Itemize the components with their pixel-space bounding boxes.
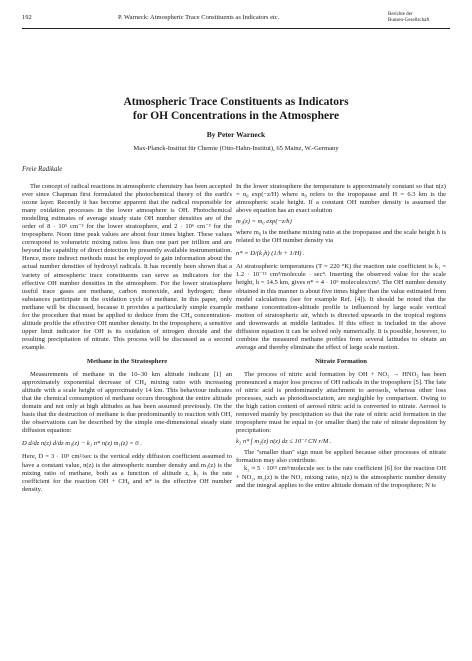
running-title: P. Warneck: Atmospheric Trace Constituents as Indicators etc. [118, 14, 280, 21]
right-column [236, 183, 446, 490]
running-header [22, 12, 450, 26]
nitrate-paragraph: The process of nitric acid formation by OH + NO₂ → HNO₃ has been pronounced a major loss process of OH radicals in the troposphere [5]. The fate of nitric acid is predominantly attachment to aerosols, whereas other loss processes, such as photodissociation, are negligible by comparison. Owing to the high cation content of aerosol nitric acid is converted to nitrate. Aerosol is removed mainly by precipitation so that the rate of nitric acid formation in the troposphere must be equal to (or smaller than) the rate of nitrate deposition by precipitation: [236, 370, 446, 435]
journal-line-2: Bunsen-Gesellschaft [388, 17, 430, 23]
page-number: 192 [22, 14, 32, 21]
author: By Peter Warneck [206, 130, 266, 139]
methane-paragraph: Measurements of methane in the 10–30 km altitude indicate [1] an approximately exponential decrease of CH₄ mixing ratio with increasing altitude with a scale height of approximately 14 km. This behaviour indicates that the chemical consumption of methane occurs throughout the entire altitude domain and not only at high altitudes as has been assumed previously. On the basis that the destruction of methane is due predominantly to reaction with OH, the observations can be described by the simple one-dimensional steady state diffusion equation: [22, 371, 232, 435]
article-title [40, 96, 432, 123]
section-heading-nitrate: Nitrate Formation [315, 357, 367, 365]
smaller-than-paragraph: The "smaller than" sign must be applied because other processes of nitrate formation may also contribute. [236, 449, 446, 465]
affiliation: Max-Planck-Institut für Chemie (Otto-Hahn-Institut), 65 Mainz, W.-Germany [133, 145, 339, 152]
section-heading-methane: Methane in the Stratosphere [86, 357, 168, 365]
title-line-1: Atmospheric Trace Constituents as Indicators [123, 96, 349, 108]
equation-solution: m₁(z) = m₀ exp(−z/h) [236, 218, 292, 226]
journal-line-1: Berichte der [388, 12, 413, 17]
equation-diffusion: D d/dz n(z) d/dz m₁(z) − k₁ n* n(z) m₁(z) = 0 . [22, 440, 142, 448]
equation-nitrate: k₂ n* ∫ m₂(z) n(z) dz ≤ 10⁻² CN r/M . [236, 438, 332, 446]
journal-name [388, 12, 450, 23]
definitions-paragraph: Here, D = 3 · 10⁵ cm²/sec is the vertical eddy diffusion coefficient assumed to have a constant value, n(z) is the atmospheric number density and m₁(z) is the mixing ratio of methane, both as a function of altitude z, k₁ is the rate coefficient for the reaction OH + CH₄ and n* is the effective OH number density. [22, 453, 232, 493]
results-paragraph: At stratospheric temperatures (T = 220 °K) the reaction rate coefficient is k₁ = 1.2 · 10⁻¹⁵ cm³/molecule · sec⁴. Inserting the observed value for the scale height, h = 14.5 km, gives n* = 4 · 10⁶ molecules/cm³. The OH number density obtained in this manner is about five times higher than the value estimated from model calculations (see for example Ref. [4]). It should be noted that the methane concentration-altitude profile is influenced by large scale vertical motion of stratospheric air, which is directed upwards in the tropical regions and downwards at middle latitudes. If this effect is included in the above diffusion equation it can be solved only numerically. It is possible, however, to combine the measured methane profiles from several latitudes to obtain an average and thereby eliminate the effect of large scale motion. [236, 263, 446, 351]
left-column [22, 183, 232, 494]
section-tag: Freie Radikale [22, 166, 63, 173]
equation-oh-density: n* = D/(k₁h) (1/h + 1/H) . [236, 250, 305, 258]
intro-paragraph: The concept of radical reactions in atmospheric chemistry has been accepted ever since Chapman first formulated the photochemical theory of the earth's ozone layer. Recently it has become apparent that the radical responsible for many oxidation processes in the lower atmosphere is OH. Photochemical modelling estimates of average steady state OH number densities are of the order of 8 · 10⁵ cm⁻³ for the lower stratosphere, and 2 · 10⁶ cm⁻³ for the troposphere. Noon time peak values are about four times higher. These values correspond to volumetric mixing ratios less than one part per trillion and are beyond the capability of direct detection by presently available instrumentation. Hence, more indirect methods must be employed to gain information about the actual number densities of hydroxyl radicals. It has recently been shown that a variety of atmospheric trace constituents can serve as indicators for the effective OH number densities in the atmosphere. For the lower stratosphere useful trace gases are methane, carbon monoxide, and hydrogen; these substances participate in the oxidation cycle of methane. In this paper, only methane will be discussed, because it provides a particularly simple example for the procedure that must be applied to deduce from the CH₄ concentration-altitude profile the effective OH number density. In the troposphere, a sensitive upper limit indicator for OH is its oxidation of nitrogen dioxide and the resulting precipitation of nitrate. This process will be discussed as a second example. [22, 183, 232, 351]
header-rule [22, 28, 450, 29]
scale-height-paragraph: where m₀ is the methane mixing ratio at the tropopause and the scale height h is related to the OH number density via [236, 229, 446, 245]
title-line-2: for OH Concentrations in the Atmosphere [132, 109, 340, 122]
rate-coefficient-paragraph: k₂ ≈ 5 · 10¹³ cm³/molecule sec is the rate coefficient [6] for the reaction OH + NO₂, m₂(z) is the NO₂ mixing ratio, n(z) is the atmospheric number density and the integral applies to the entire altitude domain of the troposphere; N is [236, 465, 446, 489]
stratosphere-paragraph: In the lower stratosphere the temperature is approximately constant so that n(z) = n₀ exp(−z/H) where n₀ refers to the tropopause and H = 6.3 km is the atmospheric scale height. If a constant OH number density is assumed the above equation has an exact solution [236, 183, 446, 215]
